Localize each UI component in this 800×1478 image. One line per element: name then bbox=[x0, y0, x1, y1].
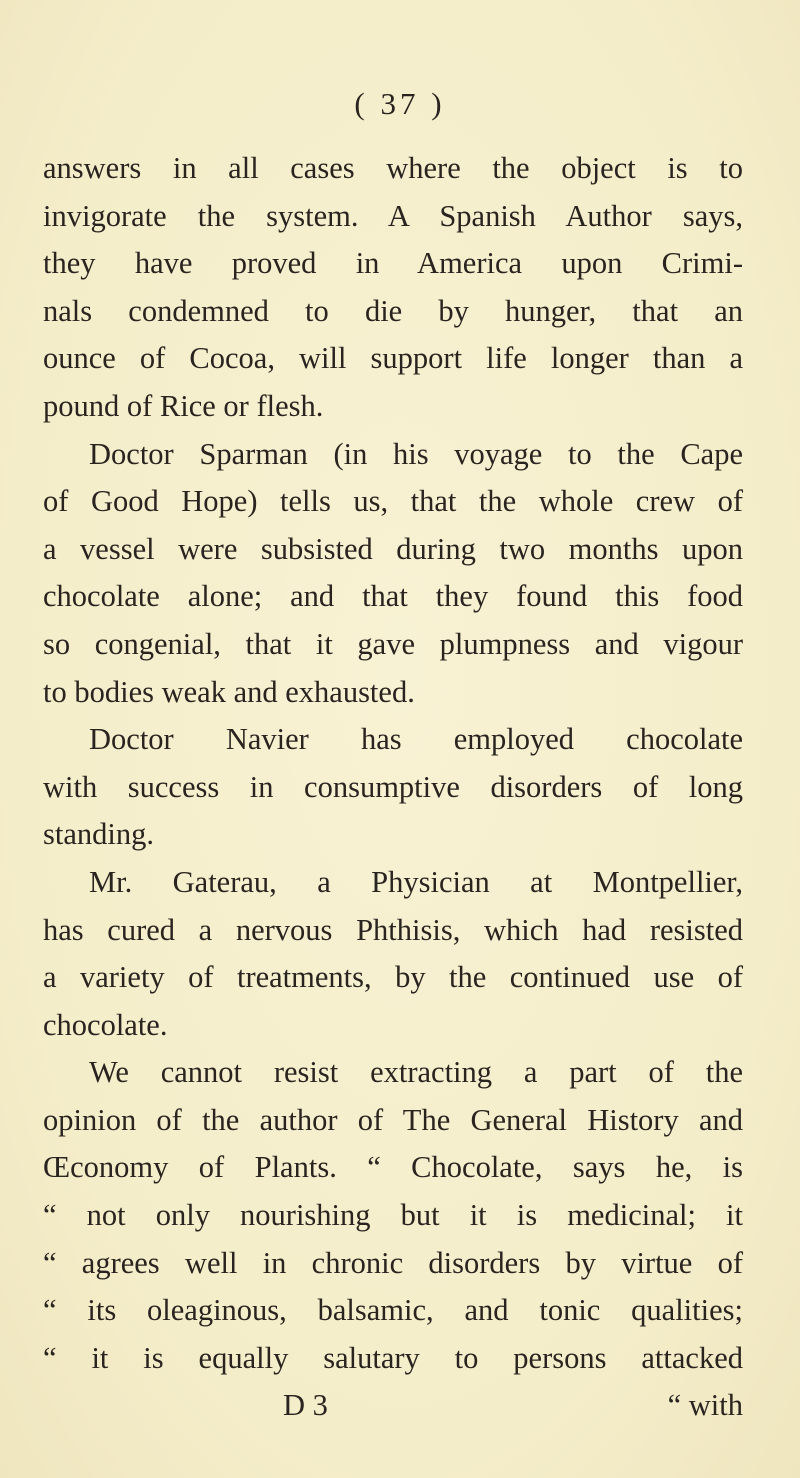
text-line: opinion of the author of The General History and bbox=[43, 1102, 743, 1137]
text-line: has cured a nervous Phthisis, which had resisted bbox=[43, 912, 743, 947]
text-line: nals condemned to die by hunger, that an bbox=[43, 293, 743, 328]
text-line: Œconomy of Plants. “ Chocolate, says he, is bbox=[43, 1150, 743, 1185]
text-line: Doctor Sparman (in his voyage to the Cape bbox=[89, 436, 743, 471]
text-line: “ agrees well in chronic disorders by virtue of bbox=[43, 1245, 743, 1280]
text-line: We cannot resist extracting a part of the bbox=[89, 1055, 743, 1090]
page-number: ( 37 ) bbox=[354, 86, 446, 121]
footer-line bbox=[43, 1382, 743, 1430]
text-line: standing. bbox=[43, 817, 154, 852]
text-line: ounce of Cocoa, will support life longer than a bbox=[43, 341, 743, 376]
text-line: Mr. Gaterau, a Physician at Montpellier, bbox=[89, 864, 743, 899]
text-line: Doctor Navier has employed chocolate bbox=[89, 722, 743, 757]
text-line: invigorate the system. A Spanish Author says, bbox=[43, 198, 743, 233]
text-line: of Good Hope) tells us, that the whole crew of bbox=[43, 484, 743, 519]
text-line: pound of Rice or flesh. bbox=[43, 388, 324, 423]
text-line: so congenial, that it gave plumpness and vigour bbox=[43, 626, 743, 661]
catchword: “ with bbox=[667, 1388, 743, 1423]
body-text bbox=[43, 145, 743, 1430]
text-line: answers in all cases where the object is to bbox=[43, 151, 743, 185]
text-line: chocolate. bbox=[43, 1007, 168, 1042]
text-line: a variety of treatments, by the continued use of bbox=[43, 960, 743, 995]
text-line: “ not only nourishing but it is medicinal; it bbox=[43, 1198, 743, 1233]
text-line: chocolate alone; and that they found this food bbox=[43, 579, 743, 614]
text-lines bbox=[43, 145, 743, 1382]
text-line: they have proved in America upon Crimi- bbox=[43, 246, 743, 281]
text-line: to bodies weak and exhausted. bbox=[43, 674, 415, 709]
text-line: a vessel were subsisted during two months upon bbox=[43, 531, 743, 566]
signature-mark: D 3 bbox=[283, 1388, 328, 1423]
text-line: “ it is equally salutary to persons attacked bbox=[43, 1340, 743, 1375]
text-line: “ its oleaginous, balsamic, and tonic qualities; bbox=[43, 1293, 743, 1328]
text-line: with success in consumptive disorders of long bbox=[43, 769, 743, 804]
